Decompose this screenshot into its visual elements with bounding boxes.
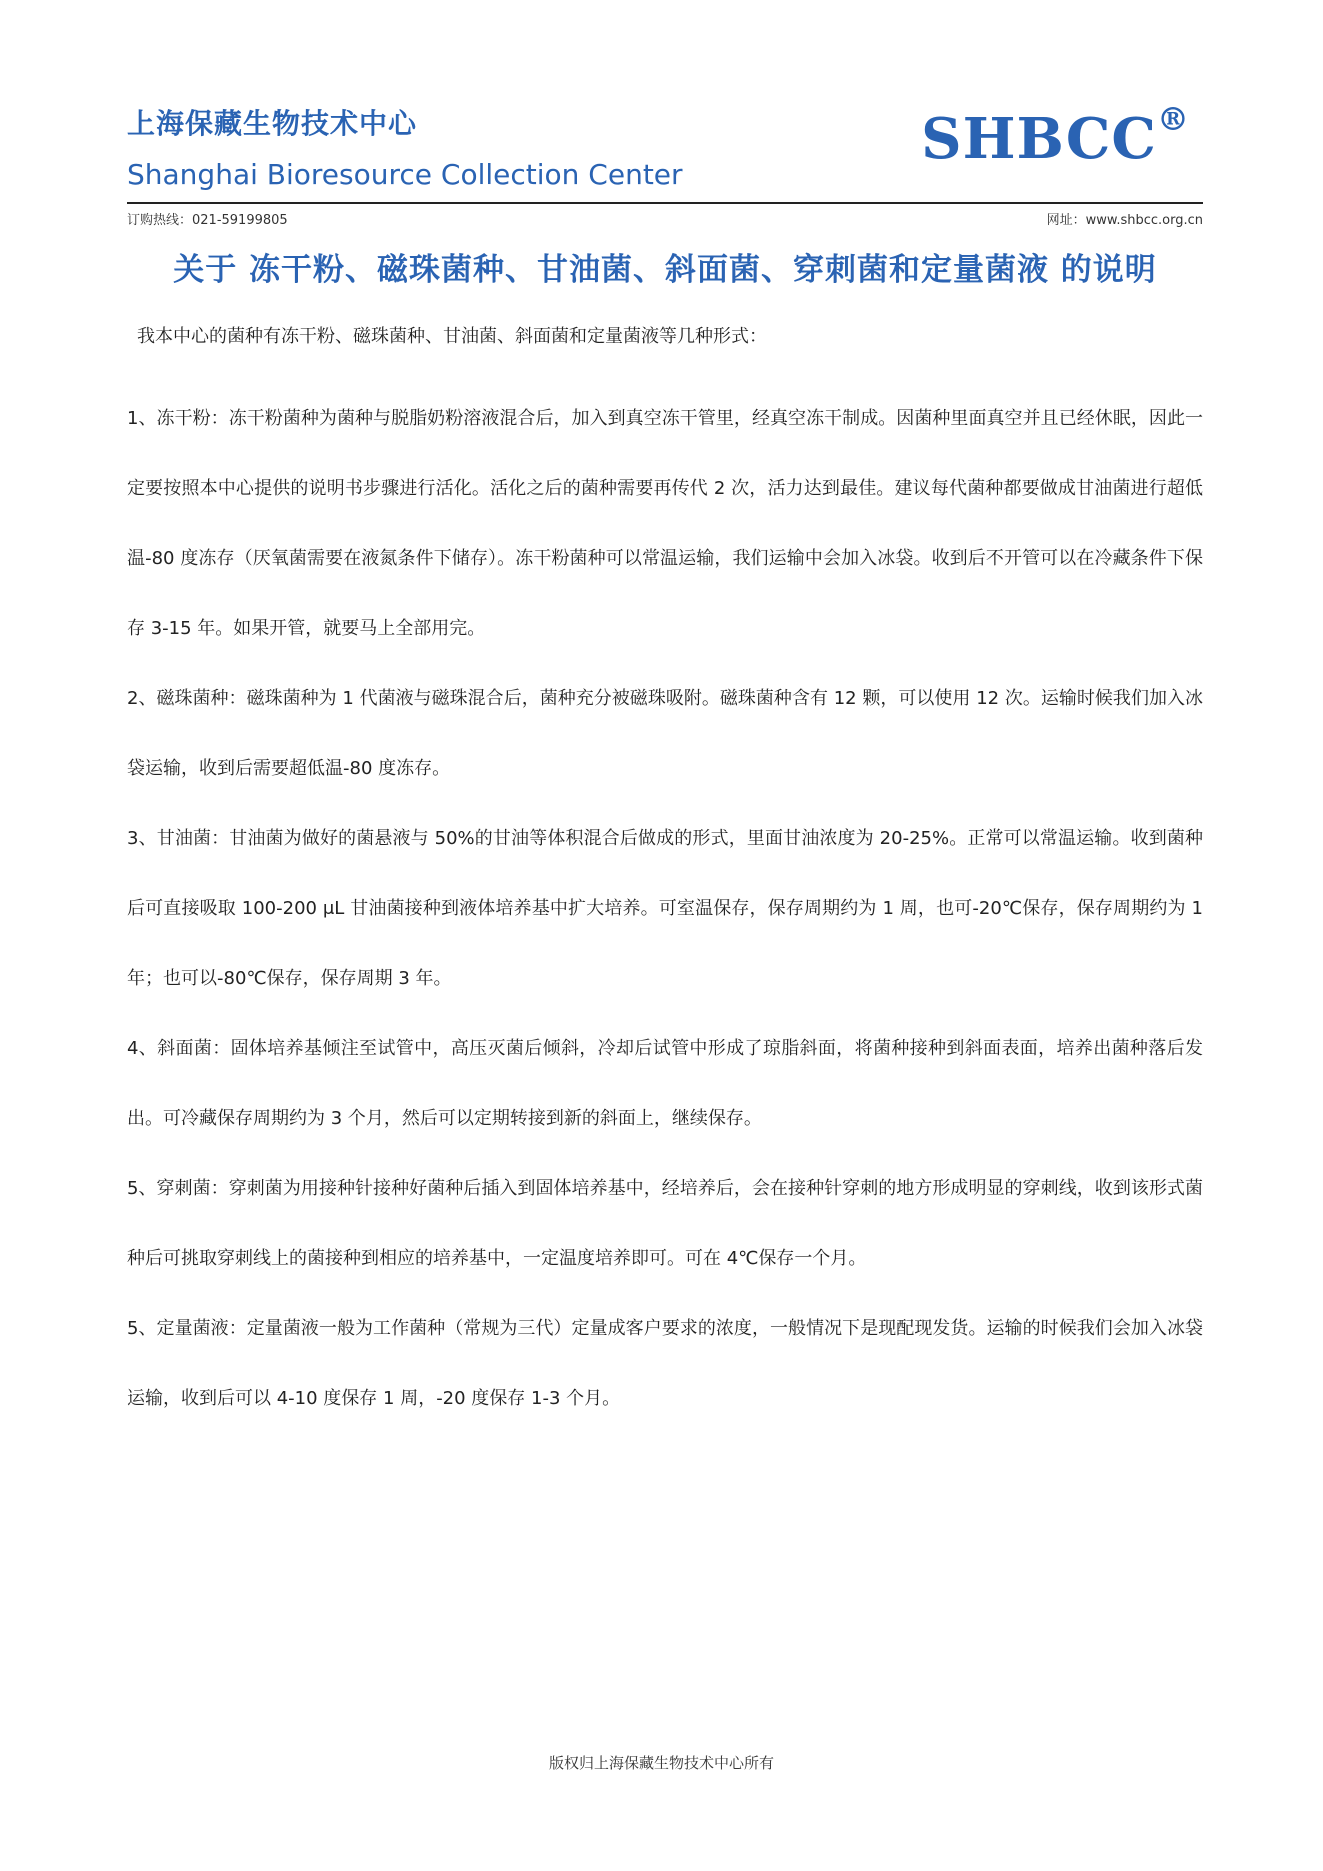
intro-paragraph: 我本中心的菌种有冻干粉、磁珠菌种、甘油菌、斜面菌和定量菌液等几种形式：	[137, 326, 767, 347]
org-name-en: Shanghai Bioresource Collection Center	[127, 158, 683, 191]
document-title: 关于 冻干粉、磁珠菌种、甘油菌、斜面菌、穿刺菌和定量菌液 的说明	[173, 252, 1157, 288]
copyright-footer: 版权归上海保藏生物技术中心所有	[548, 1754, 774, 1772]
section-stab-culture: 5、穿刺菌：穿刺菌为用接种针接种好菌种后插入到固体培养基中，经培养后，会在接种针穿刺的地方形成明显的穿刺线，收到该形式菌种后可挑取穿刺线上的菌接种到相应的培养基中，一定温度培养即可。可在 4℃保存一个月。	[127, 1178, 1203, 1269]
order-hotline: 订购热线：021-59199805	[127, 213, 288, 228]
org-name-cn: 上海保藏生物技术中心	[127, 107, 418, 140]
section-slant-culture: 4、斜面菌：固体培养基倾注至试管中，高压灭菌后倾斜，冷却后试管中形成了琼脂斜面，将菌种接种到斜面表面，培养出菌种落后发出。可冷藏保存周期约为 3 个月，然后可以定期转接到新的斜面上，继续保存。	[127, 1038, 1203, 1129]
section-freeze-dried: 1、冻干粉：冻干粉菌种为菌种与脱脂奶粉溶液混合后，加入到真空冻干管里，经真空冻干制成。因菌种里面真空并且已经休眠，因此一定要按照本中心提供的说明书步骤进行活化。活化之后的菌种需要再传代 2 次，活力达到最佳。建议每代菌种都要做成甘油菌进行超低温-80 度冻存（厌氧菌需要在液氮条件下储存）。冻干粉菌种可以常温运输，我们运输中会加入冰袋。收到后不开管可以在冷藏条件下保存 3-15 年。如果开管，就要马上全部用完。	[127, 408, 1203, 639]
logo-text: SHBCC	[921, 106, 1157, 172]
website-address: 网址：www.shbcc.org.cn	[1046, 213, 1203, 228]
shbcc-logo	[921, 100, 1190, 172]
header-divider	[127, 202, 1203, 204]
section-magnetic-bead: 2、磁珠菌种：磁珠菌种为 1 代菌液与磁珠混合后，菌种充分被磁珠吸附。磁珠菌种含有 12 颗，可以使用 12 次。运输时候我们加入冰袋运输，收到后需要超低温-80 度冻存。	[127, 688, 1203, 779]
section-glycerol-stock: 3、甘油菌：甘油菌为做好的菌悬液与 50%的甘油等体积混合后做成的形式，里面甘油浓度为 20-25%。正常可以常温运输。收到菌种后可直接吸取 100-200 μL 甘油菌接种到液体培养基中扩大培养。可室温保存，保存周期约为 1 周，也可-20℃保存，保存周期约为 1 年；也可以-80℃保存，保存周期 3 年。	[127, 828, 1203, 989]
document-body	[127, 384, 1203, 1434]
section-quantitative-liquid: 5、定量菌液：定量菌液一般为工作菌种（常规为三代）定量成客户要求的浓度，一般情况下是现配现发货。运输的时候我们会加入冰袋运输，收到后可以 4-10 度保存 1 周，-20 度保存 1-3 个月。	[127, 1318, 1203, 1409]
contact-row	[127, 209, 1203, 227]
registered-mark: ®	[1157, 100, 1190, 138]
